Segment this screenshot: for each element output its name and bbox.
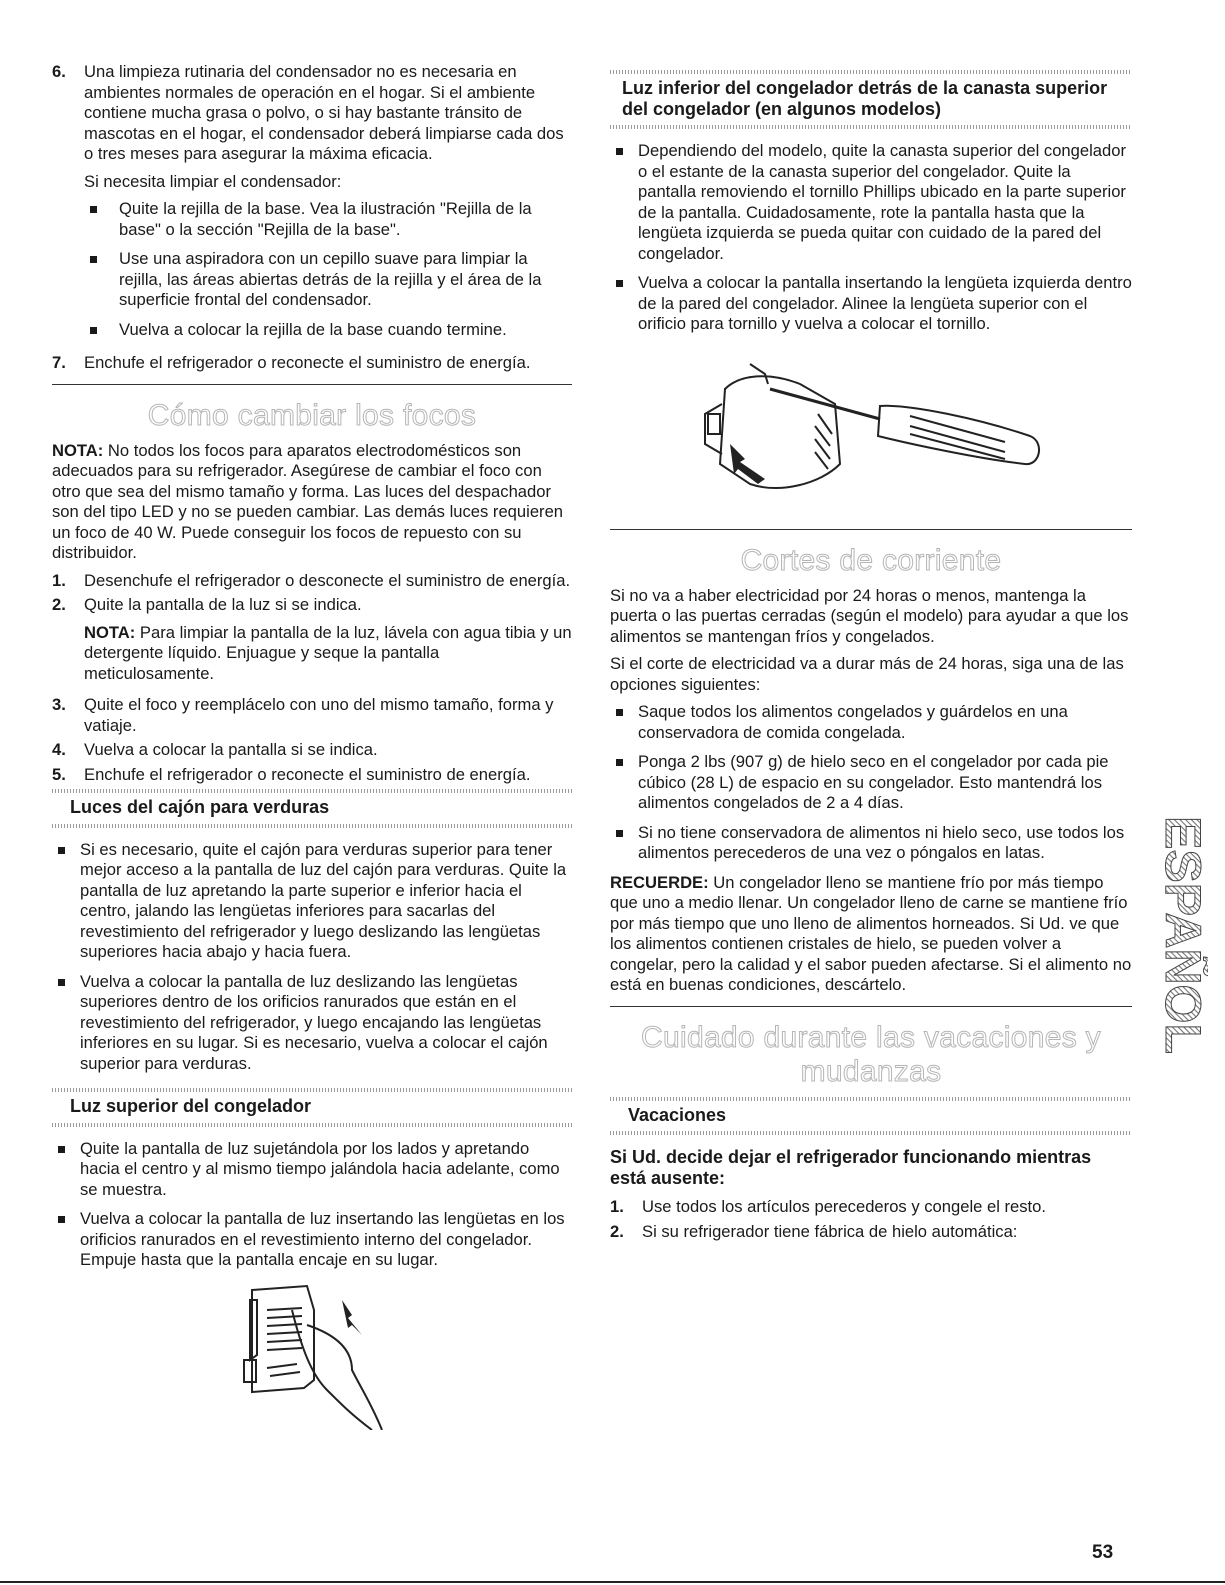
bullet-icon [610, 141, 638, 264]
bullet-text: Quite la pantalla de luz sujetándola por los lados y apretando hacia el centro y al mismo tiempo jalándola hacia adelante, como se muestra. [80, 1138, 560, 1199]
step-6 [52, 62, 572, 349]
bullet-icon [52, 1209, 80, 1271]
note-paragraph [84, 623, 572, 685]
step-7 [52, 353, 572, 374]
bullet-text: Dependiendo del modelo, quite la canasta superior del congelador o el estante de la canasta superior del congelador. Quite la pantalla removiendo el tornillo Phillips ubicado en la parte superior de la pantalla. Cuidadosamente, rote la pantalla hasta que la lengüeta izquierda se pueda quitar con cuidado de la pared del congelador. [638, 141, 1127, 263]
step-text: Una limpieza rutinaria del condensador no es necesaria en ambientes normales de operación en el hogar. Si el ambiente contiene mucha grasa o polvo, o si hay bastante tránsito de mascotas en el hogar, el condensador deberá limpiarse cada dos o tres meses para asegurar la máxima eficacia. [84, 62, 564, 163]
list-item [84, 249, 572, 311]
list-item [84, 320, 572, 341]
bullet-icon [84, 320, 119, 341]
step-number: 1. [52, 570, 66, 590]
bullet-text: Saque todos los alimentos congelados y guárdelos en una conservadora de comida congelada. [638, 702, 1068, 742]
bullet-icon [84, 249, 119, 311]
step-text: Enchufe el refrigerador o reconecte el suministro de energía. [84, 353, 531, 372]
bullet-icon [610, 823, 638, 864]
step-text: Enchufe el refrigerador o reconecte el suministro de energía. [84, 764, 531, 784]
divider [610, 529, 1132, 530]
divider [610, 1006, 1132, 1007]
step-text: Quite la pantalla de la luz si se indica. [84, 595, 362, 614]
note-label: NOTA: [52, 440, 104, 460]
step-number: 3. [52, 695, 66, 714]
note-text: Para limpiar la pantalla de la luz, lávela con agua tibia y un detergente líquido. Enjuague y seque la pantalla meticulosamente. [84, 622, 572, 683]
bullet-icon [52, 1139, 80, 1201]
note-paragraph [52, 441, 572, 564]
step-text: Desenchufe el refrigerador o desconecte el suministro de energía. [84, 570, 571, 590]
list-item [52, 1139, 572, 1201]
step-number: 5. [52, 764, 66, 784]
note-text: No todos los focos para aparatos electrodomésticos son adecuados para su refrigerador. Asegúrese de cambiar el foco con otro que sea del mismo tamaño y forma. Las luces del despachador son del tipo LED y no se pueden cambiar. Las demás luces requieren un foco de 40 W. Puede conseguir los focos de repuesto con su distribuidor. [52, 440, 564, 562]
step-4 [52, 740, 572, 761]
step-text: Quite el foco y reemplácelo con uno del mismo tamaño, forma y vatiaje. [84, 695, 554, 735]
subsection-heading-vacaciones: Vacaciones [610, 1097, 1132, 1136]
page-number: 53 [1092, 1542, 1114, 1563]
hand-light-cover-illustration [52, 1280, 572, 1436]
step-number: 6. [52, 62, 66, 81]
bullet-text: Si es necesario, quite el cajón para verduras superior para tener mejor acceso a la pantalla de luz del cajón para verduras. Quite la pantalla de luz apretando la parte superior e inferior hacia el centro, jalando las lengüetas inferiores para sacarlas del revestimiento del refrigerador y luego deslizando las lengüetas superiores hacia abajo y hacia fuera. [80, 839, 567, 961]
bullet-text: Vuelva a colocar la pantalla de luz insertando las lengüetas en los orificios ranurados en el revestimiento interno del congelador. Empuje hasta que la pantalla encaje en su lugar. [80, 1209, 565, 1269]
list-item [52, 972, 572, 1075]
step-3 [52, 695, 572, 736]
note-label: NOTA: [84, 622, 136, 642]
reminder-label: RECUERDE: [610, 872, 709, 892]
step-number: 2. [52, 595, 66, 614]
bullet-text: Ponga 2 lbs (907 g) de hielo seco en el congelador por cada pie cúbico (28 L) de espacio en su congelador. Esto mantendrá los alimentos congelados de 2 a 4 días. [638, 752, 1109, 812]
step-text: Si su refrigerador tiene fábrica de hielo automática: [642, 1221, 1018, 1241]
reminder-paragraph [610, 873, 1132, 996]
page-bottom-rule [0, 1581, 1225, 1583]
step-1 [52, 571, 572, 592]
step-1 [610, 1197, 1132, 1218]
bullet-icon [610, 702, 638, 743]
subsection-heading-congelador-inferior: Luz inferior del congelador detrás de la canasta superior del congelador (en algunos modelos) [610, 70, 1132, 129]
bullet-icon [52, 840, 80, 963]
language-tab [1146, 805, 1208, 1065]
step-text: Use todos los artículos perecederos y congele el resto. [642, 1197, 1046, 1216]
paragraph: Si el corte de electricidad va a durar más de 24 horas, siga una de las opciones siguientes: [610, 654, 1124, 694]
reminder-text: Un congelador lleno se mantiene frío por más tiempo que uno a medio llenar. Un congelador lleno de carne se mantiene frío por más tiempo que uno lleno de alimentos horneados. Si Ud. ve que los alimentos contienen cristales de hielo, se pueden volver a congelar, pero la calidad y el sabor pueden afectarse. Si el alimento no está en buenas condiciones, descártelo. [610, 872, 1132, 994]
tab-label: ESPAÑOL [1155, 816, 1208, 1054]
hand-light-cover-icon [52, 1280, 572, 1430]
section-heading-focos: Cómo cambiar los focos [147, 398, 477, 432]
list-item [610, 752, 1132, 814]
list-item [52, 1209, 572, 1271]
list-item [52, 840, 572, 963]
bold-heading: Si Ud. decide dejar el refrigerador funcionando mientras está ausente: [610, 1147, 1092, 1188]
list-item [610, 273, 1132, 335]
paragraph: Si no va a haber electricidad por 24 horas o menos, mantenga la puerta o las puertas cerradas (según el modelo) para ayudar a que los alimentos se mantengan fríos y congelados. [610, 585, 1129, 646]
right-column [610, 62, 1132, 1246]
bullet-icon [610, 273, 638, 335]
bullet-text: Si no tiene conservadora de alimentos ni hielo seco, use todos los alimentos perecederos de una vez o póngalos en latas. [638, 822, 1125, 862]
list-item [84, 199, 572, 240]
bullet-text: Use una aspiradora con un cepillo suave para limpiar la rejilla, las áreas abiertas detrás de la rejilla y el área de la superficie frontal del condensador. [119, 249, 542, 309]
step-intro: Si necesita limpiar el condensador: [84, 171, 342, 191]
step-2 [610, 1222, 1132, 1243]
subsection-heading-cajon: Luces del cajón para verduras [52, 789, 572, 828]
step-number: 7. [52, 353, 66, 372]
step-number: 1. [610, 1197, 624, 1216]
section-heading-cortes: Cortes de corriente [740, 543, 1002, 577]
left-column [52, 62, 572, 1435]
step-5 [52, 765, 572, 786]
step-2 [52, 595, 572, 691]
screwdriver-icon [610, 344, 1130, 519]
step-text: Vuelva a colocar la pantalla si se indica. [84, 740, 378, 759]
bullet-text: Vuelva a colocar la rejilla de la base cuando termine. [119, 319, 507, 339]
divider [52, 384, 572, 385]
list-item [610, 702, 1132, 743]
bullet-icon [84, 199, 119, 240]
step-number: 2. [610, 1221, 624, 1241]
section-heading-vacaciones: Cuidado durante las vacaciones y mudanzas [641, 1020, 1101, 1088]
screwdriver-light-cover-illustration [610, 344, 1132, 519]
bullet-text: Vuelva a colocar la pantalla de luz deslizando las lengüetas superiores dentro de los orificios ranurados que están en el revestimiento del refrigerador, y luego encajando las lengüetas inferiores en su lugar. Si es necesario, vuelva a colocar el cajón superior para verduras. [80, 971, 548, 1073]
bullet-text: Vuelva a colocar la pantalla insertando la lengüeta izquierda dentro de la pared del congelador. Alinee la lengüeta superior con el orificio para tornillo y vuelva a colocar el tornillo. [638, 273, 1132, 333]
bullet-icon [610, 752, 638, 814]
subsection-heading-congelador-superior: Luz superior del congelador [52, 1088, 572, 1127]
step-number: 4. [52, 740, 66, 759]
list-item [610, 141, 1132, 264]
bullet-text: Quite la rejilla de la base. Vea la ilustración "Rejilla de la base" o la sección "Rejilla de la base". [119, 199, 532, 239]
bullet-icon [52, 972, 80, 1075]
list-item [610, 823, 1132, 864]
